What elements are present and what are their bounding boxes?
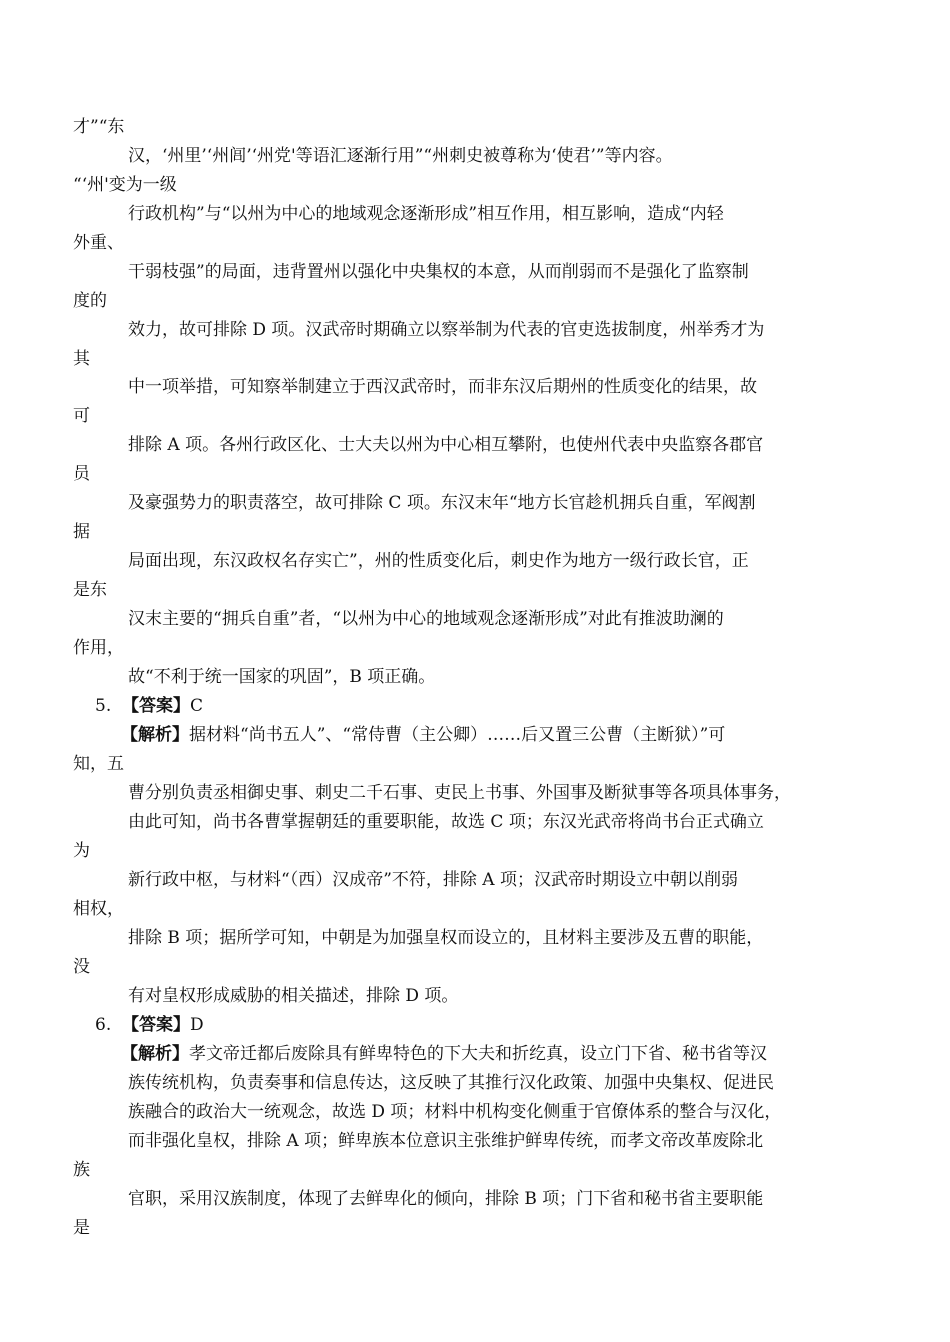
text-line: 及豪强势力的职责落空，故可排除 C 项。东汉末年“地方长官趁机拥兵自重，军阀割 <box>128 493 756 513</box>
q5-number: 5. <box>95 696 112 716</box>
text-line: 没 <box>73 957 90 977</box>
q6-analysis-label: 【解析】 <box>121 1044 189 1064</box>
text-line: 是 <box>73 1218 90 1238</box>
text-line: 干弱枝强”的局面，违背置州以强化中央集权的本意，从而削弱而不是强化了监察制 <box>128 262 749 282</box>
q5-analysis-line <box>121 725 725 745</box>
text-line: 曹分别负责丞相御史事、刺史二千石事、吏民上书事、外国事及断狱事等各项具体事务， <box>128 783 791 803</box>
text-line: 而非强化皇权，排除 A 项；鲜卑族本位意识主张维护鲜卑传统，而孝文帝改革废除北 <box>128 1131 764 1151</box>
q6-number: 6. <box>95 1015 112 1035</box>
text-line: 才”“东 <box>73 117 125 137</box>
text-line: 作用， <box>73 638 124 658</box>
text-line: 相权， <box>73 899 124 919</box>
q5-analysis-text: 据材料“尚书五人”、“常侍曹（主公卿）……后又置三公曹（主断狱）”可 <box>189 725 726 745</box>
q6-answer-label: 【答案】 <box>122 1015 191 1035</box>
q6-analysis-line <box>121 1044 767 1064</box>
text-line: 新行政中枢，与材料“（西）汉成帝”不符，排除 A 项；汉武帝时期设立中朝以削弱 <box>128 870 738 890</box>
q5-answer-label: 【答案】 <box>122 696 191 716</box>
text-line: 员 <box>73 464 90 484</box>
q5-answer: C <box>190 696 204 716</box>
text-line: “‘州'变为一级 <box>73 175 177 195</box>
text-line: 排除 A 项。各州行政区化、士大夫以州为中心相互攀附，也使州代表中央监察各郡官 <box>128 435 764 455</box>
text-line: 汉末主要的“拥兵自重”者，“以州为中心的地域观念逐渐形成”对此有推波助澜的 <box>128 609 724 629</box>
text-line: 有对皇权形成威胁的相关描述，排除 D 项。 <box>128 986 459 1006</box>
text-line: 汉，‘州里’‘州闾’‘州党'等语汇逐渐行用”“州刺史被尊称为‘使君’”等内容。 <box>128 146 673 166</box>
text-line: 族融合的政治大一统观念，故选 D 项；材料中机构变化侧重于官僚体系的整合与汉化， <box>128 1102 782 1122</box>
text-line: 族 <box>73 1160 90 1180</box>
text-line: 是东 <box>73 580 107 600</box>
text-line: 度的 <box>73 291 107 311</box>
text-line: 族传统机构，负责奏事和信息传达，这反映了其推行汉化政策、加强中央集权、促进民 <box>128 1073 774 1093</box>
q6-answer-line <box>95 1015 204 1035</box>
text-line: 故“不利于统一国家的巩固”，B 项正确。 <box>128 667 436 687</box>
text-line: 其 <box>73 349 90 369</box>
text-line: 由此可知，尚书各曹掌握朝廷的重要职能，故选 C 项；东汉光武帝将尚书台正式确立 <box>128 812 764 832</box>
q5-analysis-label: 【解析】 <box>121 725 189 745</box>
text-line: 局面出现，东汉政权名存实亡”，州的性质变化后，刺史作为地方一级行政长官，正 <box>128 551 749 571</box>
text-line: 外重、 <box>73 233 124 253</box>
q6-analysis-text: 孝文帝迁都后废除具有鲜卑特色的下大夫和折纥真，设立门下省、秘书省等汉 <box>189 1044 767 1064</box>
text-line: 官职，采用汉族制度，体现了去鲜卑化的倾向，排除 B 项；门下省和秘书省主要职能 <box>128 1189 764 1209</box>
text-line: 中一项举措，可知察举制建立于西汉武帝时，而非东汉后期州的性质变化的结果，故 <box>128 377 757 397</box>
text-line: 效力，故可排除 D 项。汉武帝时期确立以察举制为代表的官吏选拔制度，州举秀才为 <box>128 320 765 340</box>
q5-answer-line <box>95 696 203 716</box>
text-line: 可 <box>73 406 90 426</box>
text-line: 据 <box>73 522 90 542</box>
text-line: 为 <box>73 841 90 861</box>
q6-answer: D <box>190 1015 204 1035</box>
text-line: 行政机构”与“以州为中心的地域观念逐渐形成”相互作用，相互影响，造成“内轻 <box>128 204 724 224</box>
text-line: 排除 B 项；据所学可知，中朝是为加强皇权而设立的，且材料主要涉及五曹的职能， <box>128 928 764 948</box>
text-line: 知，五 <box>73 754 124 774</box>
